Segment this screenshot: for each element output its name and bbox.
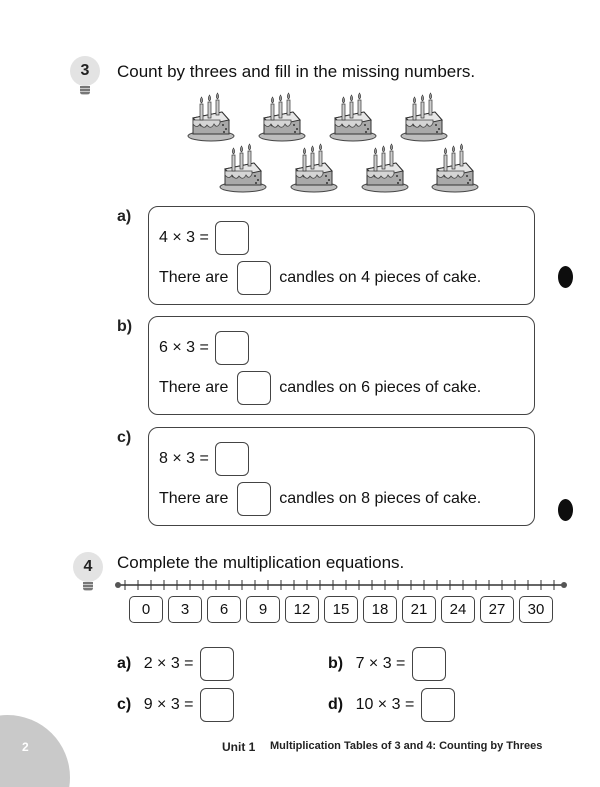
number-line-value: 15: [324, 596, 358, 623]
part-c-equation: 8 × 3 =: [159, 450, 209, 468]
equation-b-text: 7 × 3 =: [355, 655, 406, 673]
page-number: 2: [22, 740, 29, 754]
part-b-sentence-start: There are: [159, 379, 229, 397]
question-4-bulb-icon: [73, 552, 103, 596]
part-c-label: c): [117, 429, 132, 446]
equation-c-answer-box[interactable]: [200, 688, 234, 722]
number-line-value: 30: [519, 596, 553, 623]
binder-hole-top: [558, 266, 573, 288]
part-b-label: b): [117, 318, 133, 335]
number-line: [113, 577, 569, 593]
equation-d: [328, 688, 455, 722]
equation-a-answer-box[interactable]: [200, 647, 234, 681]
part-c-sentence-end: candles on 8 pieces of cake.: [279, 490, 482, 508]
part-b-panel: [148, 316, 535, 415]
number-line-value: 27: [480, 596, 514, 623]
equation-c-label: c): [117, 696, 132, 714]
part-a-candles-answer-box[interactable]: [237, 261, 271, 295]
number-line-value: 6: [207, 596, 241, 623]
question-3-number: 3: [80, 62, 90, 79]
question-3-bulb-icon: [70, 56, 100, 100]
equation-b-label: b): [328, 655, 344, 673]
part-a-sentence-end: candles on 4 pieces of cake.: [279, 269, 482, 287]
equation-b: [328, 647, 446, 681]
equation-a-text: 2 × 3 =: [143, 655, 194, 673]
binder-hole-bottom: [558, 499, 573, 521]
part-a-equation: 4 × 3 =: [159, 229, 209, 247]
equation-d-label: d): [328, 696, 344, 714]
equation-c: [117, 688, 234, 722]
part-b-sentence-end: candles on 6 pieces of cake.: [279, 379, 482, 397]
question-4-instruction: Complete the multiplication equations.: [117, 553, 405, 572]
number-line-value: 21: [402, 596, 436, 623]
equation-a: [117, 647, 234, 681]
question-4-number: 4: [83, 558, 93, 575]
number-line-value: 12: [285, 596, 319, 623]
part-c-panel: [148, 427, 535, 526]
equation-d-text: 10 × 3 =: [355, 696, 415, 714]
part-b-product-answer-box[interactable]: [215, 331, 249, 365]
part-a-product-answer-box[interactable]: [215, 221, 249, 255]
equation-b-answer-box[interactable]: [412, 647, 446, 681]
footer-unit: Unit 1: [222, 740, 256, 754]
equation-c-text: 9 × 3 =: [143, 696, 194, 714]
part-b-candles-answer-box[interactable]: [237, 371, 271, 405]
part-a-sentence-start: There are: [159, 269, 229, 287]
number-line-value: 24: [441, 596, 475, 623]
number-line-value: 9: [246, 596, 280, 623]
part-a-panel: [148, 206, 535, 305]
page-corner-tab: [0, 715, 70, 787]
part-c-candles-answer-box[interactable]: [237, 482, 271, 516]
number-line-value: 3: [168, 596, 202, 623]
number-line-value: 0: [129, 596, 163, 623]
part-a-label: a): [117, 208, 132, 225]
part-c-product-answer-box[interactable]: [215, 442, 249, 476]
question-3-instruction: Count by threes and fill in the missing numbers.: [117, 62, 476, 81]
part-b-equation: 6 × 3 =: [159, 339, 209, 357]
part-c-sentence-start: There are: [159, 490, 229, 508]
equation-d-answer-box[interactable]: [421, 688, 455, 722]
footer-title: Multiplication Tables of 3 and 4: Counting by Threes: [270, 740, 543, 752]
cake-illustration: [185, 90, 485, 195]
equation-a-label: a): [117, 655, 132, 673]
number-line-value: 18: [363, 596, 397, 623]
